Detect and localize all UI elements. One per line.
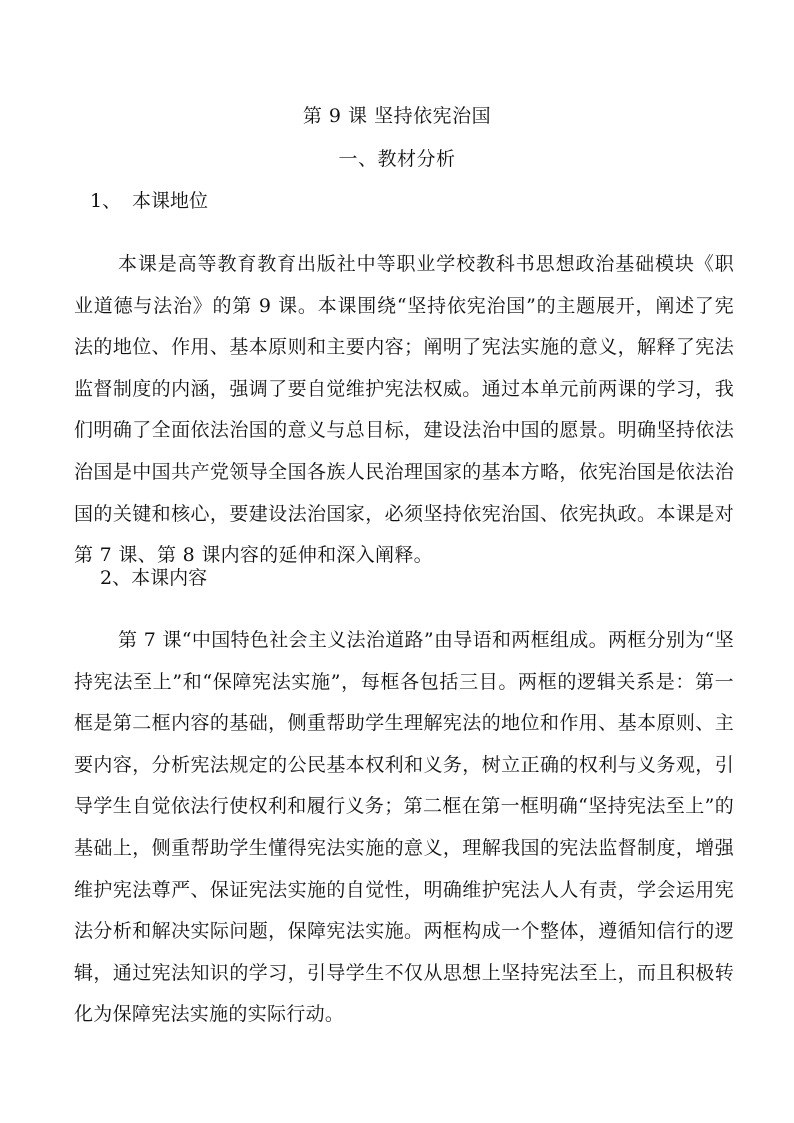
subsection-title: 本课地位: [132, 190, 209, 212]
paragraph-content: 第 7 课“中国特色社会主义法治道路”由导语和两框组成。两框分别为“坚持宪法至上”和“保障宪法实施”，每框各包括三目。两框的逻辑关系是：第一框是第二框内容的基础，侧重帮助学生理解宪法的地位和作用、基本原则、主要内容，分析宪法规定的公民基本权利和义务，树立正确的权利与义务观，引导学生自觉依法行使权利和履行义务；第二框在第一框明确“坚持宪法至上”的基础上，侧重帮助学生懂得宪法实施的意义，理解我国的宪法监督制度，增强维护宪法尊严、保证宪法实施的自觉性，明确维护宪法人人有责，学会运用宪法分析和解决实际问题，保障宪法实施。两框构成一个整体，遵循知信行的逻辑，通过宪法知识的学习，引导学生不仅从思想上坚持宪法至上，而且积极转化为保障宪法实施的实际行动。: [74, 629, 734, 1026]
paragraph-position: 本课是高等教育教育出版社中等职业学校教科书思想政治基础模块《职业道德与法治》的第 9 课。本课围绕“坚持依宪治国”的主题展开，阐述了宪法的地位、作用、基本原则和主要内容；阐明了宪法实施的意义，解释了宪法监督制度的内涵，强调了要自觉维护宪法权威。通过本单元前两课的学习，我们明确了全面依法治国的意义与总目标，建设法治中国的愿景。明确坚持依法治国是中国共产党领导全国各族人民治理国家的基本方略，依宪治国是依法治国的关键和核心，要建设法治国家，必须坚持依宪治国、依宪执政。本课是对第 7 课、第 8 课内容的延伸和深入阐释。: [74, 253, 734, 567]
subsection-heading-position: [90, 186, 208, 216]
section-heading: 一、教材分析: [338, 148, 456, 170]
subsection-number: 1、: [90, 190, 122, 212]
page-title: 第 9 课 坚持依宪治国: [302, 105, 492, 127]
subsection-heading-content: 2、本课内容: [100, 567, 208, 589]
